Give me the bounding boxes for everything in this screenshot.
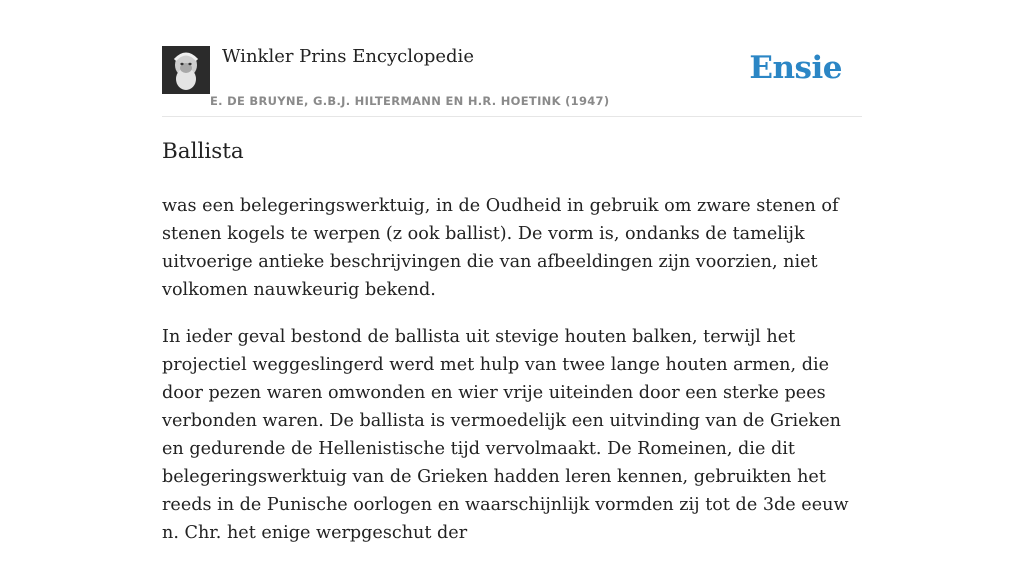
portrait-icon bbox=[162, 46, 210, 94]
source-header bbox=[162, 44, 862, 117]
author-avatar[interactable] bbox=[162, 46, 210, 94]
article-paragraph: was een belegeringswerktuig, in de Oudheid in gebruik om zware stenen of stenen kogels te werpen (z ook ballist). De vorm is, ondanks de tamelijk uitvoerige antieke beschrijvingen die van afbeeldingen zijn voorzien, niet volkomen nauwkeurig bekend. bbox=[162, 196, 839, 300]
source-title[interactable]: Winkler Prins Encyclopedie bbox=[222, 46, 474, 67]
brand-logo[interactable]: Ensie bbox=[749, 50, 842, 86]
source-authors: E. DE BRUYNE, G.B.J. HILTERMANN EN H.R. HOETINK (1947) bbox=[210, 94, 610, 108]
article-paragraph: In ieder geval bestond de ballista uit stevige houten balken, terwijl het projectiel weggeslingerd werd met hulp van twee lange houten armen, die door pezen waren omwonden en wier vrije uiteinden door een sterke pees verbonden waren. De ballista is vermoedelijk een uitvinding van de Grieken en gedurende de Hellenistische tijd vervolmaakt. De Romeinen, die dit belegeringswerktuig van de Grieken hadden leren kennen, gebruikten het reeds in de Punische oorlogen en waarschijnlijk vormden zij tot de 3de eeuw n. Chr. het enige werpgeschut der bbox=[162, 327, 849, 543]
article-title: Ballista bbox=[162, 139, 244, 164]
article-body bbox=[162, 192, 868, 566]
